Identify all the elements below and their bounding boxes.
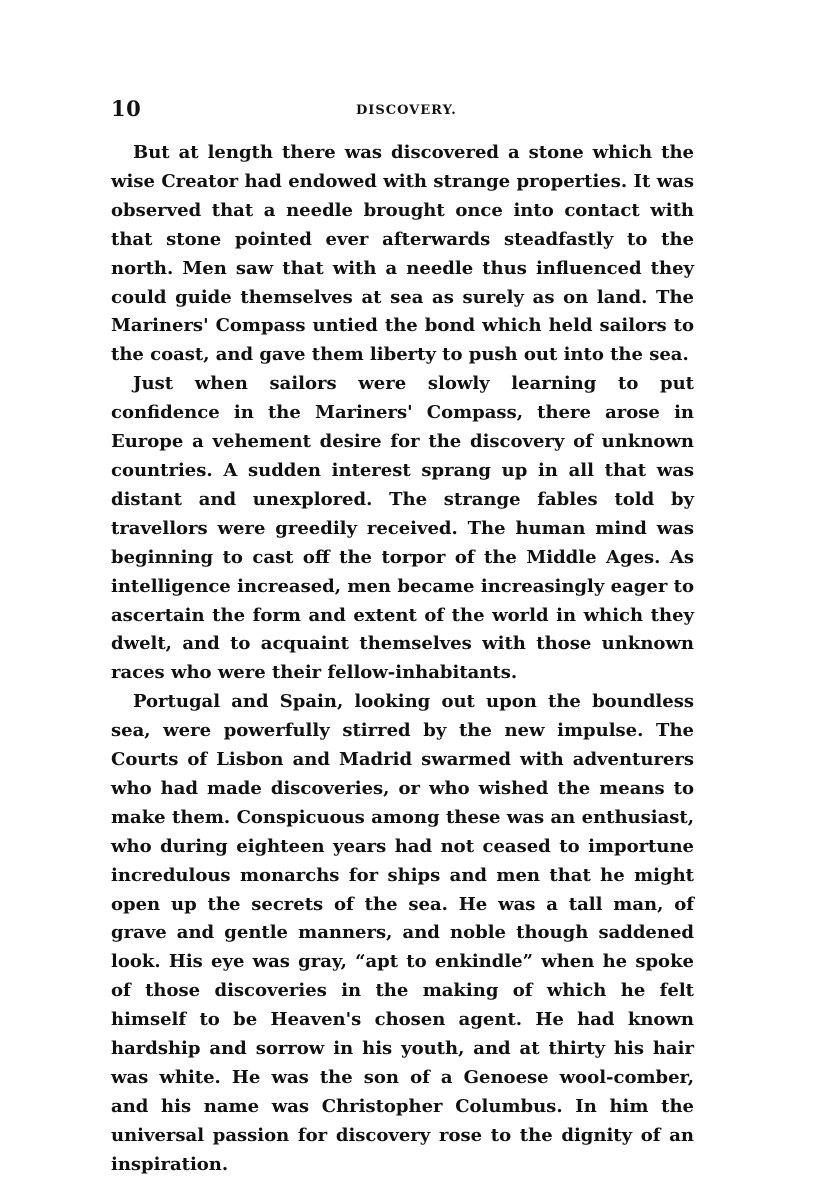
paragraph-3: Portugal and Spain, looking out upon the boundless sea, were powerfully stirred by the new impulse. The Courts of Lisbon and Madrid swarmed with adventurers who had made discoveries, or who wished the means to make them. Conspicuous among these was an enthusiast, who during eighteen years had not ceased to importune incredulous monarchs for ships and men that he might open up the secrets of the sea. He was a tall man, of grave and gentle manners, and noble though saddened look. His eye was gray, “apt to enkindle” when he spoke of those discoveries in the making of which he felt himself to be Heaven's chosen agent. He had known hardship and sorrow in his youth, and at thirty his hair was white. He was the son of a Genoese wool-comber, and his name was Christopher Columbus. In him the universal passion for discovery rose to the dignity of an inspiration. xyxy=(111,691,694,1175)
paragraph-1: But at length there was discovered a stone which the wise Creator had endowed with strange properties. It was observed that a needle brought once into contact with that stone pointed ever afterwards steadfastly to the north. Men saw that with a needle thus influenced they could guide themselves at sea as surely as on land. The Mariners' Compass untied the bond which held sailors to the coast, and gave them liberty to push out into the sea. xyxy=(111,142,694,366)
body-text xyxy=(111,139,694,1180)
running-title: DISCOVERY. xyxy=(356,103,457,118)
page-number: 10 xyxy=(111,96,142,121)
paragraph-2: Just when sailors were slowly learning to put confidence in the Mariners' Compass, there arose in Europe a vehement desire for the discovery of unknown countries. A sudden interest sprang up in all that was distant and unexplored. The strange fables told by travellors were greedily received. The human mind was beginning to cast off the torpor of the Middle Ages. As intelligence increased, men became increasingly eager to ascertain the form and extent of the world in which they dwelt, and to acquaint themselves with those unknown races who were their fellow-inhabitants. xyxy=(111,373,694,684)
